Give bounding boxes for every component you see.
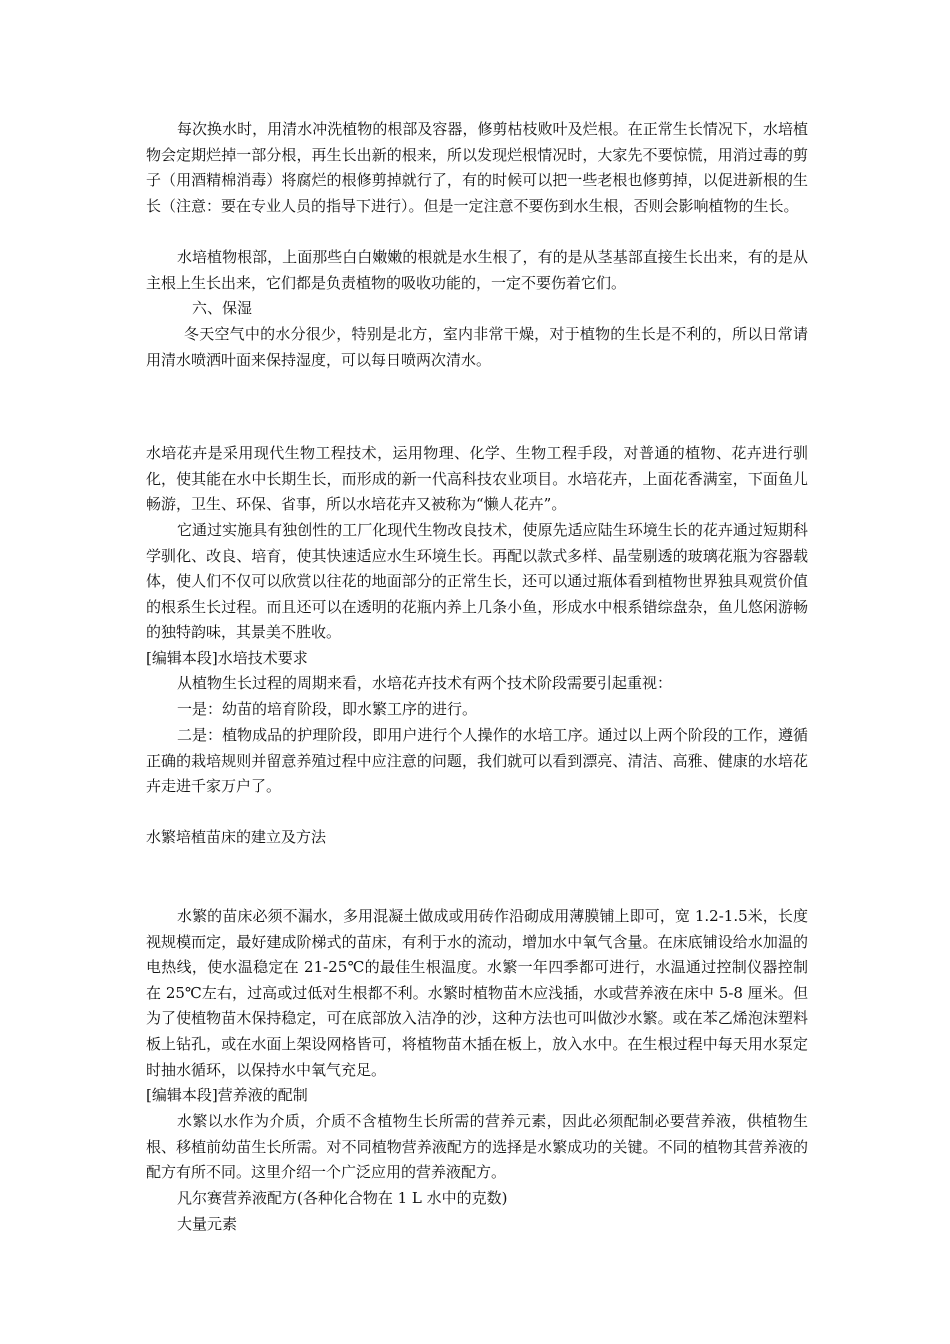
paragraph-macro-elements: 大量元素 (177, 1215, 238, 1233)
paragraph-humidity: 冬天空气中的水分很少，特别是北方，室内非常干燥，对于植物的生长是不利的，所以日常请用清水喷洒叶面来保持湿度，可以每日喷两次清水。 (146, 325, 808, 369)
paragraph-hydroponic-intro: 水培花卉是采用现代生物工程技术，运用物理、化学、生物工程手段，对普通的植物、花卉进行驯化，使其能在水中长期生长，而形成的新一代高科技农业项目。水培花卉，上面花香满室，下面鱼儿畅游，卫生、环保、省事，所以水培花卉又被称为“懒人花卉”。 (146, 444, 808, 514)
paragraph-stage-two: 二是：植物成品的护理阶段，即用户进行个人操作的水培工序。通过以上两个阶段的工作，遵循正确的栽培规则并留意养殖过程中应注意的问题，我们就可以看到漂亮、清洁、高雅、健康的水培花卉走进千家万户了。 (146, 726, 808, 796)
paragraph-formula-title: 凡尔赛营养液配方(各种化合物在 1 L 水中的克数) (177, 1189, 508, 1207)
paragraph-water-change: 每次换水时，用清水冲洗植物的根部及容器，修剪枯枝败叶及烂根。在正常生长情况下，水培植物会定期烂掉一部分根，再生长出新的根来，所以发现烂根情况时，大家先不要惊慌，用消过毒的剪子（用酒精棉消毒）将腐烂的根修剪掉就行了，有的时候可以把一些老根也修剪掉，以促进新根的生长（注意：要在专业人员的指导下进行）。但是一定注意不要伤到水生根，否则会影响植物的生长。 (146, 120, 808, 215)
paragraph-technology: 它通过实施具有独创性的工厂化现代生物改良技术，使原先适应陆生环境生长的花卉通过短期科学驯化、改良、培育，使其快速适应水生环境生长。再配以款式多样、晶莹剔透的玻璃花瓶为容器载体，使人们不仅可以欣赏以往花的地面部分的正常生长，还可以通过瓶体看到植物世界独具观赏价值的根系生长过程。而且还可以在透明的花瓶内养上几条小鱼，形成水中根系错综盘杂，鱼儿悠闲游畅的独特韵味，其景美不胜收。 (146, 521, 808, 642)
heading-tech-requirements: [编辑本段]水培技术要求 (146, 649, 308, 667)
heading-humidity: 六、保湿 (192, 299, 253, 317)
heading-nutrient-solution: [编辑本段]营养液的配制 (146, 1086, 308, 1104)
paragraph-nutrient: 水繁以水作为介质，介质不含植物生长所需的营养元素，因此必须配制必要营养液，供植物生根、移植前幼苗生长所需。对不同植物营养液配方的选择是水繁成功的关键。不同的植物其营养液的配方有所不同。这里介绍一个广泛应用的营养液配方。 (146, 1112, 808, 1182)
paragraph-two-stages: 从植物生长过程的周期来看，水培花卉技术有两个技术阶段需要引起重视： (177, 674, 673, 692)
paragraph-stage-one: 一是：幼苗的培育阶段，即水繁工序的进行。 (177, 700, 478, 718)
heading-seedbed: 水繁培植苗床的建立及方法 (146, 828, 327, 846)
paragraph-water-roots: 水培植物根部，上面那些白白嫩嫩的根就是水生根了，有的是从茎基部直接生长出来，有的是从主根上生长出来，它们都是负责植物的吸收功能的，一定不要伤着它们。 (146, 248, 808, 292)
paragraph-seedbed: 水繁的苗床必须不漏水，多用混凝土做成或用砖作沿砌成用薄膜铺上即可，宽 1.2-1.5米，长度视规模而定，最好建成阶梯式的苗床，有利于水的流动，增加水中氧气含量。在床底铺设给水加温的电热线，使水温稳定在 21-25℃的最佳生根温度。水繁一年四季都可进行，水温通过控制仪器控制在 25℃左右，过高或过低对生根都不利。水繁时植物苗木应浅插，水或营养液在床中 5-8 厘米。但为了使植物苗木保持稳定，可在底部放入洁净的沙，这种方法也可叫做沙水繁。或在苯乙烯泡沫塑料板上钻孔，或在水面上架设网格皆可，将植物苗木插在板上，放入水中。在生根过程中每天用水泵定时抽水循环，以保持水中氧气充足。 (146, 907, 808, 1079)
